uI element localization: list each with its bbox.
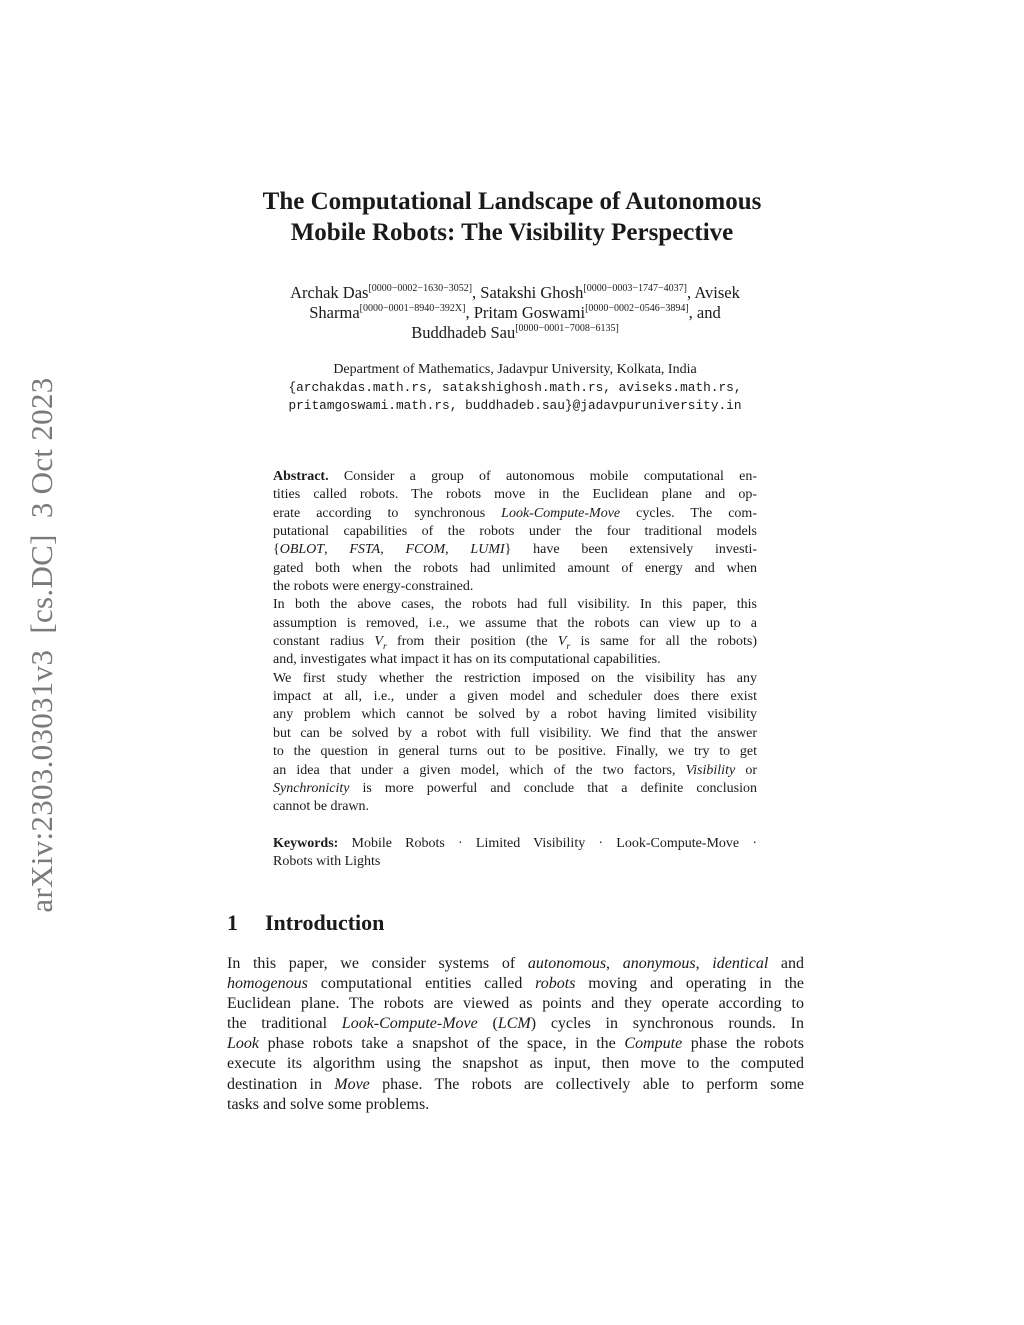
section-heading [227, 910, 384, 936]
text-line [273, 633, 757, 651]
section-title: Introduction [265, 910, 385, 935]
text-run: is same for all the robots) [570, 634, 758, 650]
keywords [273, 835, 757, 872]
text-run: tasks and solve some problems. [227, 1095, 430, 1113]
text-run: Archak Das [290, 283, 369, 302]
text-line [273, 762, 757, 780]
text-run: and, investigates what impact it has on its computational capabilities. [273, 652, 661, 668]
italic-term: Look [227, 1035, 259, 1053]
text-run: and [768, 955, 805, 972]
introduction-paragraph [227, 954, 804, 1115]
text-run: , Avisek [687, 283, 740, 302]
author-line [200, 303, 830, 323]
text-run: , Satakshi Ghosh [472, 283, 584, 302]
text-run: moving and operating in the [575, 975, 804, 993]
text-line [227, 1095, 804, 1115]
text-run: { [273, 542, 280, 558]
italic-term: robots [535, 975, 576, 993]
italic-term: Look-Compute-Move [341, 1015, 478, 1033]
text-run: ( [477, 1015, 498, 1033]
text-line [273, 651, 757, 669]
text-run: phase robots take a snapshot of the space, in the [259, 1035, 625, 1053]
text-run: In both the above cases, the robots had full visibility. In this paper, this [273, 597, 757, 613]
bold-label: Keywords: [273, 836, 339, 851]
text-line [273, 523, 757, 541]
italic-term: Visibility [685, 762, 736, 778]
text-run: from their position (the [386, 634, 558, 650]
text-line [227, 1075, 804, 1095]
department: Department of Mathematics, Jadavpur University, Kolkata, India [333, 362, 697, 377]
text-line [273, 560, 757, 578]
text-run: , [324, 542, 350, 558]
text-line [273, 486, 757, 504]
italic-term: FSTA [349, 542, 381, 558]
abstract [273, 468, 757, 817]
text-run: , [606, 955, 623, 972]
italic-term: identical [712, 955, 769, 972]
text-run: } have been extensively investi- [504, 542, 758, 558]
text-run: execute its algorithm using the snapshot as input, then move to the computed [227, 1055, 804, 1073]
text-run: Mobile Robots · Limited Visibility · Look-Compute-Move · [338, 836, 757, 851]
text-line [227, 1014, 804, 1034]
italic-term: Look-Compute-Move [501, 505, 621, 521]
paper-title [0, 186, 1024, 248]
text-run: , Pritam Goswami [465, 303, 586, 322]
text-line [273, 725, 757, 743]
orcid-id: [0000−0003−1747−4037] [583, 283, 688, 294]
text-run: putational capabilities of the robots under the four traditional models [273, 524, 757, 540]
text-line [273, 743, 757, 761]
text-run: impact at all, i.e., under a given model and scheduler does there exist [273, 689, 757, 705]
orcid-id: [0000−0001−7008−6135] [515, 323, 619, 334]
section-number: 1 [227, 910, 238, 935]
text-line [227, 974, 804, 994]
text-run: erate according to synchronous [273, 505, 502, 521]
text-line [227, 994, 804, 1014]
text-run: tities called robots. The robots move in the Euclidean plane and op- [273, 487, 757, 503]
orcid-id: [0000−0002−1630−3052] [368, 283, 473, 294]
italic-term: Move [334, 1075, 370, 1093]
text-run: Sharma [309, 303, 360, 322]
italic-term: $V_r$ [557, 634, 571, 652]
text-line [273, 615, 757, 633]
italic-term: FCOM [405, 542, 446, 558]
text-run: cannot be drawn. [273, 799, 370, 815]
arxiv-identifier: arXiv:2303.03031v3 [cs.DC] 3 Oct 2023 [24, 377, 59, 913]
text-line [227, 1034, 804, 1054]
text-line [273, 835, 757, 853]
text-line [273, 596, 757, 614]
text-run: to the question in general turns out to be positive. Finally, we try to get [273, 744, 757, 760]
orcid-id: [0000−0001−8940−392X] [359, 303, 466, 314]
text-run: is more powerful and conclude that a definite conclusion [349, 780, 757, 796]
text-run: In this paper, we consider systems of [227, 955, 528, 972]
italic-term: autonomous [527, 955, 607, 972]
text-run: or [735, 762, 757, 778]
text-line [273, 780, 757, 798]
text-run: phase. The robots are collectively able to perform some [369, 1075, 805, 1093]
text-run: an idea that under a given model, which of the two factors, [273, 762, 686, 778]
italic-term: homogenous [227, 975, 308, 993]
italic-term: LUMI [470, 542, 505, 558]
bold-label: Abstract. [273, 469, 329, 484]
text-line [273, 541, 757, 559]
text-run: , [380, 542, 406, 558]
text-run: cycles. The com- [620, 505, 757, 521]
text-run: , and [688, 303, 721, 322]
text-line [273, 468, 757, 486]
italic-term: Compute [624, 1035, 683, 1053]
text-run: the traditional [227, 1015, 342, 1033]
text-line [273, 505, 757, 523]
text-run: , [445, 542, 471, 558]
text-run: the robots were energy-constrained. [273, 579, 474, 595]
email-list: pritamgoswami.math.rs, buddhadeb.sau}@jadavpuruniversity.in [288, 398, 742, 413]
text-line [273, 688, 757, 706]
text-run: Robots with Lights [273, 854, 381, 870]
italic-term: LCM [497, 1015, 531, 1033]
email-list: {archakdas.math.rs, satakshighosh.math.rs, aviseks.math.rs, [288, 380, 742, 395]
text-line [273, 670, 757, 688]
text-run: ) cycles in synchronous rounds. In [530, 1015, 804, 1033]
text-run: , [695, 955, 713, 972]
text-run: assumption is removed, i.e., we assume that the robots can view up to a [273, 615, 757, 631]
author-line [200, 323, 830, 343]
text-run: computational entities called [307, 975, 536, 993]
italic-term: $V_r$ [374, 634, 387, 652]
text-line [273, 798, 757, 816]
text-run: Euclidean plane. The robots are viewed as points and they operate according to [227, 995, 804, 1013]
text-line [273, 853, 757, 871]
title-line: The Computational Landscape of Autonomous [262, 188, 762, 215]
author-line [200, 283, 830, 303]
text-run: phase the robots [682, 1035, 805, 1053]
text-run: any problem which cannot be solved by a robot having limited visibility [273, 707, 757, 723]
italic-term: anonymous [622, 955, 696, 972]
title-line: Mobile Robots: The Visibility Perspective [290, 219, 734, 246]
text-run: Consider a group of autonomous mobile computational en- [328, 469, 757, 484]
text-line [227, 1054, 804, 1074]
text-line [273, 578, 757, 596]
orcid-id: [0000−0002−0546−3894] [585, 303, 689, 314]
text-line [227, 954, 804, 974]
text-run: gated both when the robots had unlimited amount of energy and when [273, 560, 757, 576]
text-run: but can be solved by a robot with full visibility. We find that the answer [273, 725, 757, 741]
affiliation [200, 361, 830, 415]
text-run: Buddhadeb Sau [411, 323, 516, 342]
italic-term: OBLOT [279, 542, 325, 558]
text-run: constant radius [273, 634, 375, 650]
text-run: destination in [227, 1075, 335, 1093]
italic-term: Synchronicity [273, 780, 350, 796]
text-line [273, 706, 757, 724]
author-list [200, 283, 830, 343]
text-run: We first study whether the restriction imposed on the visibility has any [273, 670, 757, 686]
